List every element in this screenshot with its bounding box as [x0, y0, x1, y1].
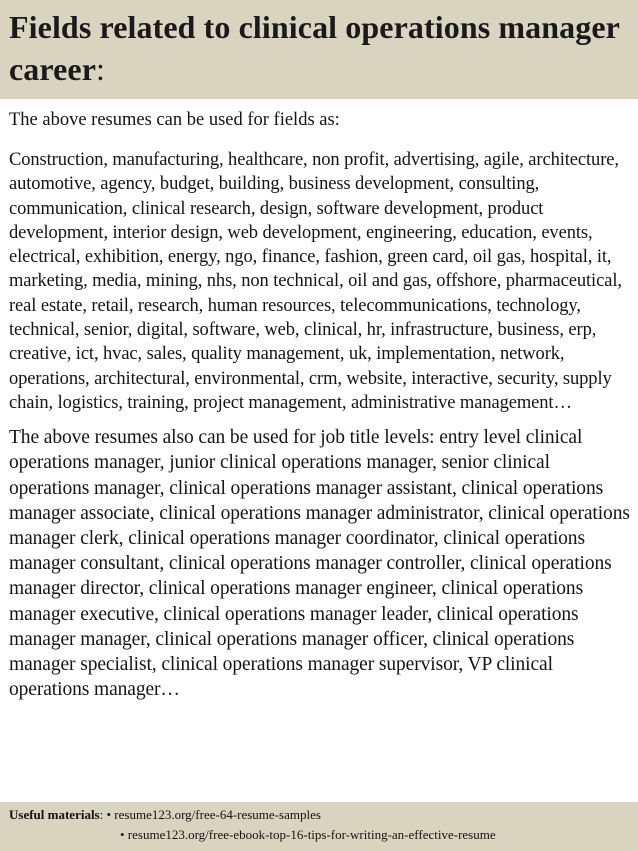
job-levels-paragraph: The above resumes also can be used for job title levels: entry level clinical operations manager, junior clinical operations manager, senior clinical operations manager, clinical operations manager assistant, clinical operations manager associate, clinical operations manager administrator, clinical operations manager clerk, clinical operations manager coordinator, clinical operations manager consultant, clinical operations manager controller, clinical operations manager director, clinical operations manager engineer, clinical operations manager executive, clinical operations manager leader, clinical operations manager manager, clinical operations manager officer, clinical operations manager specialist, clinical operations manager supervisor, VP clinical operations manager…	[9, 427, 630, 701]
header-band	[0, 0, 638, 99]
intro-text: The above resumes can be used for fields as:	[9, 110, 340, 130]
useful-materials-label: Useful materials	[9, 807, 100, 822]
page-title-colon: :	[96, 51, 106, 87]
useful-materials-separator: :	[99, 807, 107, 822]
resume-samples-link[interactable]: • resume123.org/free-64-resume-samples	[106, 807, 321, 822]
footer-row-2	[9, 825, 638, 845]
ebook-tips-link[interactable]: • resume123.org/free-ebook-top-16-tips-for-writing-an-effective-resume	[120, 827, 496, 842]
footer-band	[0, 802, 638, 851]
main-content	[9, 108, 634, 802]
fields-paragraph: Construction, manufacturing, healthcare, non profit, advertising, agile, architecture, automotive, agency, budget, building, business development, consulting, communication, clinical research, design, software development, product development, interior design, web development, engineering, education, events, electrical, exhibition, energy, ngo, finance, fashion, green card, oil gas, hospital, it, marketing, media, mining, nhs, non technical, oil and gas, offshore, pharmaceutical, real estate, retail, research, human resources, telecommunications, technology, technical, senior, digital, software, web, clinical, hr, infrastructure, business, erp, creative, ict, hvac, sales, quality management, uk, implementation, network, operations, architectural, environmental, crm, website, interactive, security, supply chain, logistics, training, project management, administrative management…	[9, 150, 622, 413]
page-title-text: Fields related to clinical operations manager career	[9, 9, 620, 87]
footer-row-1	[9, 805, 638, 825]
page-title	[9, 6, 638, 90]
